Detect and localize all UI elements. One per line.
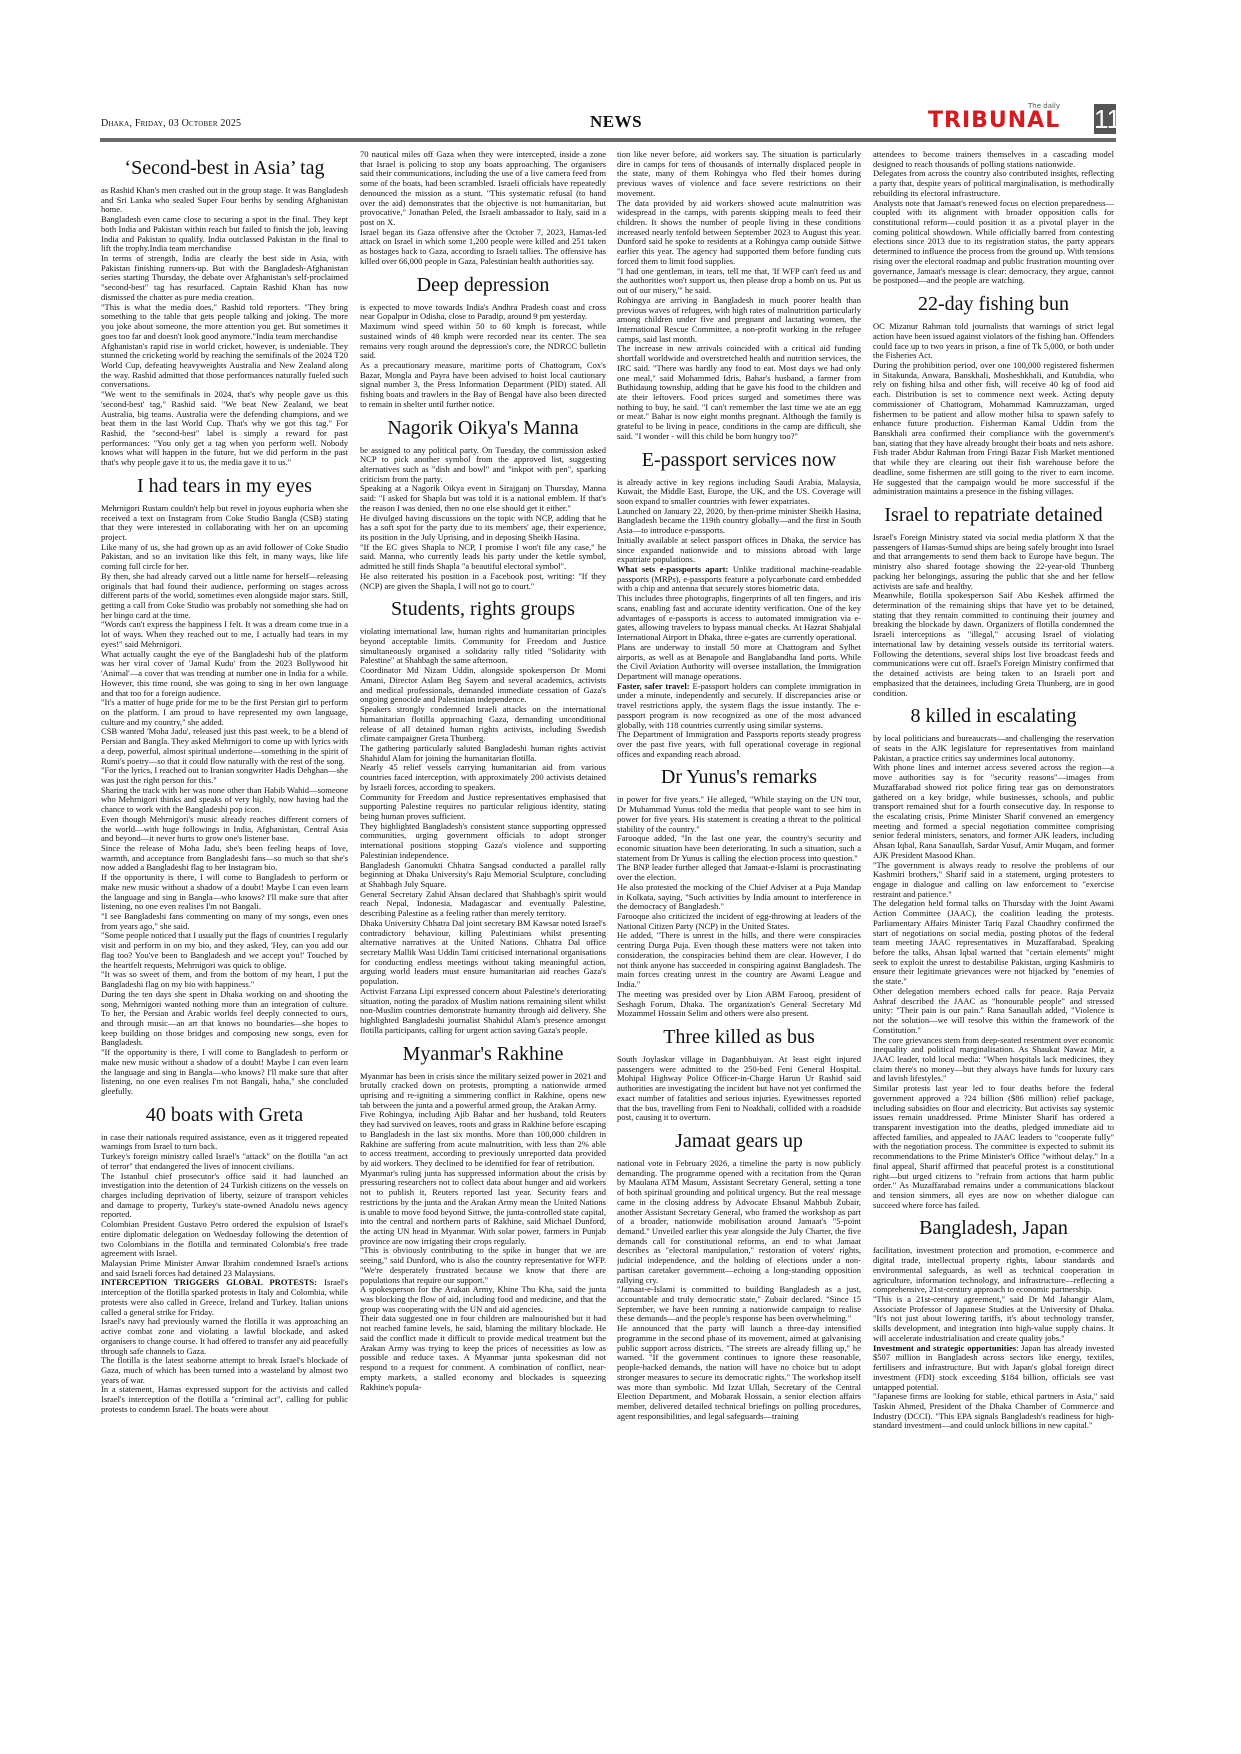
paragraph-lead-in: What sets e-passports apart: [617, 564, 729, 575]
paragraph-lead-in: Investment and strategic opportunities [873, 1342, 1017, 1353]
paragraph-lead-in: Faster, safer travel: [617, 680, 690, 691]
article-paragraph: South Joylaskar village in Daganbhuiyan. At least eight injured passengers were admitted to the 250-bed Feni General Hospital. Mohipal Highway Police Officer-in-Charge Harun Ur Rashid said authorities are investigating the incident but have not yet confirmed the exact number of fatalities and serious injuries. Eyewitnesses reported that the bus, travelling from Feni to Noakhali, collided with a roadside post, causing it to overturn. [617, 1053, 861, 1123]
article-paragraph: Their data suggested one in four children are malnourished but it had not reached famine levels, he said, blaming the military blockade. He said the conflict made it difficult to provide medical treatment but the Arakan Army was trying to keep the prices of necessities as low as possible and reduce taxes. A Myanmar junta spokesman did not respond to a request for comment. A combination of conflict, near-empty markets, a stalled economy and blockades is squeezing Rakhine's popula- [360, 1313, 606, 1392]
article-headline: Deep depression [416, 273, 550, 296]
article-paragraph: by local politicians and bureaucrats—and challenging the reservation of seats in the AJK legislature for representatives from mainland Pakistan, a practice critics say undermines local autonomy. [873, 733, 1114, 763]
article-paragraph: be assigned to any political party. On Tuesday, the commission asked NCP to pick another symbol from the approved list, suggesting alternatives such as "dish and bowl" and "inkpot with pen", sparking criticism from the party. [360, 444, 606, 484]
section-title: NEWS [590, 112, 643, 131]
article-paragraph: "I had one gentleman, in tears, tell me that, 'If WFP can't feed us and the authorities won't support us, then please drop a bomb on us. Put us out of our misery,'" he said. [617, 265, 861, 296]
column-4 [873, 150, 1114, 1655]
article-paragraph: "For the lyrics, I reached out to Iranian songwriter Hadis Dehghan—she was just the right person for this." [101, 765, 348, 785]
article-paragraph: Bangladesh even came close to securing a spot in the final. They kept both India and Pakistan within reach but failed to finish the job, leaving India and Pakistan to qualify. India outclassed Pakistan in the final to lift the trophy.India team merchandise [101, 214, 348, 254]
article-paragraph: Mehrnigori Rustam couldn't help but revel in joyous euphoria when she received a text on Instagram from Coke Studio Bangla (CSB) stating that they were interested in collaborating with her on an upcoming project. [101, 502, 348, 542]
article-paragraph: "This is obviously contributing to the spike in hunger that we are seeing," said Dunford, who is also the country representative for WFP. "We're desperately frustrated because we know that there are populations that require our support." [360, 1245, 606, 1285]
article-paragraph: Farooque also criticized the incident of egg-throwing at leaders of the National Citizen Party (NCP) in the United States. [617, 911, 861, 931]
article-paragraph: CSB wanted 'Moha Jadu', released just this past week, to be a blend of Persian and Bangla. They asked Mehrnigori to come up with lyrics with a deep, powerful, almost spiritual undertone—something in the spirit of Rumi's poetry—so that it could flow naturally with the rest of the song. [101, 726, 348, 766]
article-paragraph [101, 1278, 348, 1317]
article-paragraph: General Secretary Zahid Ahsan declared that Shahbagh's spirit would reach Nepal, Indonesia, Madagascar and eventually Palestine, describing Palestine as a feeling rather than merely territory. [360, 888, 606, 919]
paragraph-lead-in: INTERCEPTION TRIGGERS GLOBAL PROTESTS: [101, 1277, 317, 1288]
article-paragraph: Coordinator Md Nizam Uddin, alongside spokesperson Dr Momi Amani, Director Aslam Beg Sayem and several academics, activists and medical professionals, demanded immediate cessation of Gaza's ongoing genocide and Palestinian independence. [360, 665, 606, 705]
article-paragraph: He also protested the mocking of the Chief Adviser at a Puja Mandap in Kolkata, saying, "Such activities by India amount to interference in the democracy of Bangladesh." [617, 881, 861, 912]
article-paragraph: Israel began its Gaza offensive after the October 7, 2023, Hamas-led attack on Israel in which some 1,200 people were killed and 251 taken as hostages back to Gaza, according to Israeli tallies. The offensive has killed over 66,000 people in Gaza, Palestinian health authorities say. [360, 226, 606, 266]
article-paragraph: is expected to move towards India's Andhra Pradesh coast and cross near Gopalpur in Odisha, close to Paradip, around 9 pm yesterday. [360, 301, 606, 322]
article-paragraph: A spokesperson for the Arakan Army, Khine Thu Kha, said the junta was blocking the flow of aid, including food and medicine, and that the group was cooperating with the UN and aid agencies. [360, 1284, 606, 1314]
article-paragraph: is already active in key regions including Saudi Arabia, Malaysia, Kuwait, the Middle East, Europe, the UK, and the US. Coverage will soon expand to smaller countries with fewer expatriates. [617, 476, 861, 506]
paragraph-text: Unlike traditional machine-readable passports (MRPs), e-passports feature a polycarbonate card embedded with a chip and antenna that securely stores biometric data. [617, 564, 861, 594]
article-paragraph: Maximum wind speed within 50 to 60 kmph is forecast, while sustained winds of 48 kmph were recorded near its center. The sea remains very rough around the depression's core, the NDRCC bulletin said. [360, 321, 606, 361]
article-paragraph: Fish trader Abdur Rahman from Fringi Bazar Fish Market mentioned that while they are clearing out their fish warehouse before the deadline, some fishermen are still going to the river to earn income. He suggested that the campaign would be more successful if the administration maintains a presence in the fishing villages. [873, 447, 1114, 497]
paragraph-text: Israel's interception of the flotilla sparked protests in Italy and Colombia, while protests were also called in Greece, Ireland and Turkey. Italian unions called a general strike for Friday. [101, 1277, 348, 1317]
article-paragraph: The BNP leader further alleged that Jamaat-e-Islami is procrastinating over the election. [617, 862, 861, 883]
article-paragraph: facilitation, investment protection and promotion, e-commerce and digital trade, intellectual property rights, labour standards and environmental safeguards, as well as technical cooperation in agriculture, information technology, and infrastructure—reflecting a comprehensive, 21st-century approach to economic partnership. [873, 1245, 1114, 1295]
article-paragraph: Like many of us, she had grown up as an avid follower of Coke Studio Pakistan, and so an invitation like this felt, in many ways, like life coming full circle for her. [101, 541, 348, 572]
article-paragraph: Even though Mehrnigori's music already reaches different corners of the world—with huge followings in India, Afghanistan, Central Asia and beyond—it never hurts to grow one's listener base. [101, 813, 348, 844]
article-headline: Myanmar's Rakhine [402, 1042, 564, 1065]
article-paragraph: Community for Freedom and Justice representatives emphasised that supporting Palestine requires no particular religious identity, stating being human proves sufficient. [360, 791, 606, 821]
column-3 [617, 150, 861, 1655]
article-paragraph: The increase in new arrivals coincided with a critical aid funding shortfall worldwide and overstretched health and nutrition services, the IRC said. "There was hardly any food to eat. Most days we had only one meal," said Mohammed Idris, Bahar's husband, a farmer from Buthidaung township, adding that he gave his food to the children and ate their leftovers. Food prices surged and sometimes there was nothing to buy, he said. "I can't remember the last time we ate an egg or meat." Bahar is now eight months pregnant. Although the family is grateful to be living in peace, conditions in the camp are difficult, she said. "I wonder - will this child be born hungry too?" [617, 343, 861, 441]
article-paragraph: OC Mizanur Rahman told journalists that warnings of strict legal action have been issued against violators of the fishing ban. Offenders could face up to two years in prison, a fine of Tk 5,000, or both under the Fisheries Act. [873, 321, 1114, 361]
article-headline: Three killed as bus [663, 1025, 815, 1048]
article-headline: Bangladesh, Japan [919, 1217, 1068, 1240]
article-paragraph: Dhaka University Chhatra Dal joint secretary BM Kawsar noted Israel's contradictory behaviour, killing Palestinians whilst presenting alternative narratives at the United Nations. Chhatra Dal office secretary Mallik Wasi Uddin Tami criticised international organisations for conducting endless meetings without taking meaningful action, arguing world leaders must ensure humanitarian aid reaches Gaza's population. [360, 917, 606, 987]
article-paragraph: Myanmar's ruling junta has suppressed information about the crisis by pressuring researchers not to collect data about hunger and aid workers not to publish it, Reuters reported last year. Security fears and restrictions by the junta and the Arakan Army mean the United Nations is unable to move food beyond Sittwe, the junta-controlled state capital, into the central and northern parts of Rakhine, said Michael Dunford, the acting UN head in Myanmar. With solar power, farmers in Punjab province are now irrigating their crops regularly. [360, 1167, 606, 1246]
article-paragraph: national vote in February 2026, a timeline the party is now publicly demanding. The programme opened with a recitation from the Quran by Maulana ATM Masum, Assistant Secretary General, setting a tone of both spiritual grounding and political urgency. But the real message came in the closing address by Advocate Ehsanul Mahbub Zubair, another Assistant Secretary General, who framed the workshop as part of a broader, nationwide mobilisation around Jamaat's "5-point demand." Unveiled earlier this year alongside the July Charter, the five demands call for constitutional reforms, an end to what Jamaat describes as "electoral manipulation," restoration of voters' rights, judicial independence, and the holding of elections under a non-partisan caretaker government—echoing a long-standing opposition rallying cry. [617, 1157, 861, 1285]
article-paragraph [617, 565, 861, 594]
article-paragraph: "If the EC gives Shapla to NCP, I promise I won't file any case," he said. Manna, who currently leads his party under the kettle symbol, admitted he still finds Shapla "a beautiful electoral symbol". [360, 541, 606, 572]
article-paragraph: What actually caught the eye of the Bangladeshi hub of the platform was her viral cover of 'Jamal Kudu' from the 2023 Bollywood hit 'Animal'—a cover that was trending at number one in India for a while. However, this time round, she was going to sing in her own language and that too for a foreign audience. [101, 648, 348, 698]
article-paragraph: Since the release of Moha Jadu, she's been feeling heaps of love, warmth, and acceptance from Bangladeshi fans—so much so that she's now added a Bangladeshi flag to her Instagram bio. [101, 843, 348, 873]
article-paragraph: This includes three photographs, fingerprints of all ten fingers, and iris scans, enabling fast and accurate identity verification. One of the key advantages of e-passports is access to automated immigration via e-gates, allowing travelers to bypass manual checks. At Hazrat Shahjalal International Airport in Dhaka, three e-gates are currently operational. [617, 593, 861, 643]
article-headline: Jamaat gears up [675, 1129, 803, 1152]
article-paragraph: Delegates from across the country also contributed insights, reflecting a party that, despite years of political marginalisation, is methodically rebuilding its electoral infrastructure. [873, 168, 1114, 198]
header-rule [100, 138, 1116, 142]
article-headline: 22-day fishing bun [917, 293, 1070, 316]
article-paragraph: "We went to the semifinals in 2024, that's why people gave us this 'second-best' tag," Rashid said. "We beat New Zealand, we beat Australia, big teams. Australia were the defending champions, and we beat them in the last World Cup. That's why we got this tag." For Rashid, the "second-best" label is simply a reward for past performances: "You only get a tag when you perform well. Nobody knows what will happen in the future, but we did perform in the past that's why people gave it to us, the media gave it to us." [101, 389, 348, 468]
article-paragraph: "Jamaat-e-Islami is committed to building Bangladesh as a just, accountable and truly democratic state," Zubair declared. "Since 15 September, we have been running a nationwide campaign to realise these demands—and the people's response has been overwhelming." [617, 1284, 861, 1324]
article-headline: Nagorik Oikya's Manna [387, 416, 579, 439]
article-paragraph: tion like never before, aid workers say. The situation is particularly dire in camps for tens of thousands of internally displaced people in the state, many of them Rohingya who fled their homes during previous waves of violence and face severe restrictions on their movement. [617, 150, 861, 198]
article-paragraph: "It's a matter of huge pride for me to be the first Persian girl to perform on the platform. I am proud to have represented my own language, culture and my country," she added. [101, 697, 348, 727]
article-paragraph: Other delegation members echoed calls for peace. Raja Pervaiz Ashraf described the JAAC as "honourable people" and stressed unity: "Their pain is our pain." Rana Sanaullah added, "Violence is not the solution—we will resolve this within the framework of the Constitution." [873, 985, 1114, 1035]
article-paragraph: Analysts note that Jamaat's renewed focus on election preparedness—coupled with its alignment with broader opposition calls for constitutional reform—could position it as a pivotal player in the coming political showdown. While officially barred from contesting elections since 2013 due to its registration status, the party appears determined to influence the process from the ground up. With tensions rising over the electoral roadmap and public frustration mounting over governance, Jamaat's message is clear: democracy, they argue, cannot be postponed—and the people are watching. [873, 197, 1114, 286]
article-headline: E-passport services now [641, 448, 837, 471]
column-2 [360, 150, 606, 1655]
article-paragraph: Similar protests last year led to four deaths before the federal government approved a ?24 billion ($86 million) relief package, including subsidies on flour and electricity. But activists say systemic issues remain unaddressed. Prime Minister Sharif has ordered a transparent investigation into the deaths, pledged immediate aid to affected families, and appealed to JAAC leaders to "cooperate fully" with the negotiation process. The committee is expected to submit its recommendations to the Prime Minister's Office "without delay." In a final appeal, Sharif affirmed that peaceful protest is a constitutional right—but urged citizens to "refrain from actions that harm public order." As Muzaffarabad remains under a communications blackout and tension simmers, all eyes are now on whether dialogue can succeed where force has failed. [873, 1083, 1114, 1210]
article-paragraph: He divulged having discussions on the topic with NCP, adding that he has a soft spot for the party due to its members' age, their experience, its position in the July Uprising, and in deposing Sheikh Hasina. [360, 512, 606, 542]
paragraph-text: : Japan has already invested $507 million in Bangladesh across sectors like energy, textiles, fertilisers and infrastructure. But with Japan's global foreign direct investment (FDI) stock exceeding $184 billion, officials see vast untapped potential. [873, 1342, 1114, 1392]
article-paragraph: Afghanistan's rapid rise in world cricket, however, is undeniable. They stunned the cricketing world by reaching the semifinals of the 2024 T20 World Cup, defeating heavyweights Australia and New Zealand along the way. Rashid admitted that those performances naturally fueled such conversations. [101, 340, 348, 390]
article-paragraph: The data provided by aid workers showed acute malnutrition was widespread in the camps, with parents skipping meals to feed their children. It shows the number of people living in these conditions increased nearly tenfold between September 2023 to August this year. Dunford said he spoke to residents at a Rohingya camp outside Sittwe earlier this year. The agency had supported them before funding cuts forced them to limit food supplies. [617, 197, 861, 266]
article-paragraph: "This is a 21st-century agreement," said Dr Md Jahangir Alam, Associate Professor of Japanese Studies at the University of Dhaka. "It's not just about lowering tariffs, it's about technology transfer, skills development, and integration into high-value supply chains. It will accelerate industrialisation and create quality jobs." [873, 1294, 1114, 1343]
article-paragraph: Myanmar has been in crisis since the military seized power in 2021 and brutally cracked down on protests, prompting a nationwide armed uprising and re-igniting a simmering conflict in Rakhine, opens new tab between the junta and a powerful armed group, the Arakan Army. [360, 1070, 606, 1110]
article-paragraph: Israel's Foreign Ministry stated via social media platform X that the passengers of Hamas-Sumud ships are being safely brought into Israel and that arrangements to send them back to Europe have begun. The ministry also shared footage showing the 22-year-old Thunberg packing her belongings, assuring the public that she and her fellow activists are safe and healthy. [873, 532, 1114, 591]
article-paragraph [617, 682, 861, 731]
article-paragraph: "I see Bangladeshi fans commenting on many of my songs, even ones from years ago," she said. [101, 911, 348, 931]
article-paragraph: Bangladesh Ganomukti Chhatra Sangsad conducted a parallel rally beginning at Dhaka University's Raju Memorial Sculpture, concluding at Shahbagh July Square. [360, 859, 606, 889]
page-number: 11 [1094, 104, 1121, 134]
article-paragraph: "The government is always ready to resolve the problems of our Kashmiri brothers," Sharif said in a statement, urging protesters to engage in dialogue and calling on law enforcement to "exercise restraint and patience." [873, 859, 1114, 899]
article-paragraph: "Japanese firms are looking for stable, ethical partners in Asia," said Taskin Ahmed, President of the Dhaka Chamber of Commerce and Industry (DCCI). "This EPA signals Bangladesh's readiness for high-standard investment—and could unlock billions in new capital." [873, 1391, 1114, 1431]
article-paragraph: As a precautionary measure, maritime ports of Chattogram, Cox's Bazar, Mongla and Payra have been advised to hoist local cautionary signal number 3, the Press Information Department (PID) stated. All fishing boats and trawlers in the Bay of Bengal have also been directed to remain in shelter until further notice. [360, 359, 606, 409]
article-paragraph: Plans are underway to install 50 more at Chattogram and Sylhet airports, as well as at Benapole and Banglabandha land ports. While the Civil Aviation Authority will oversee installation, the Immigration Department will manage operations. [617, 641, 861, 681]
article-paragraph: Speakers strongly condemned Israeli attacks on the international humanitarian flotilla approaching Gaza, demanding unconditional release of all detained human rights activists, including Swedish climate campaigner Greta Thunberg. [360, 704, 606, 744]
article-paragraph: The delegation held formal talks on Thursday with the Joint Awami Action Committee (JAAC), the coalition leading the protests. Parliamentary Affairs Minister Tariq Fazal Chaudhry confirmed the start of negotiations on social media, posting photos of the federal team meeting JAAC representatives in Muzaffarabad. Speaking before the talks, Ahsan Iqbal warned that "certain elements" might seek to exploit the unrest to destabilise Pakistan, urging Kashmiris to ensure their legitimate grievances were not hijacked by "enemies of the state." [873, 898, 1114, 987]
article-headline: Students, rights groups [391, 598, 575, 621]
article-headline: Dr Yunus's remarks [660, 766, 818, 789]
article-paragraph: The flotilla is the latest seaborne attempt to break Israel's blockade of Gaza, much of which has been turned into a wasteland by almost two years of war. [101, 1355, 348, 1385]
article-headline: 40 boats with Greta [145, 1103, 304, 1126]
article-paragraph: The Department of Immigration and Passports reports steady progress over the past five years, with full operational coverage in regional offices and expanding reach abroad. [617, 729, 861, 759]
article-paragraph: "This is what the media does," Rashid told reporters. "They bring something to the table that gets people talking and joking. The more you joke about someone, the more attention you get. But sometimes it goes too far and doesn't look good anymore."India team merchandise [101, 301, 348, 341]
article-paragraph: Launched on January 22, 2020, by then-prime minister Sheikh Hasina, Bangladesh became the 119th country globally—and the first in South Asia—to introduce e-passports. [617, 505, 861, 536]
article-paragraph: Meanwhile, flotilla spokesperson Saif Abu Keshek affirmed the determination of the remaining ships that have yet to be detained, stating that they remain committed to continuing their journey and breaking the blockade by dawn. Organizers of flotilla condemned the Israeli interceptions as "illegal," accusing Israel of violating international law by detaining vessels outside its territorial waters. Following the detentions, several ships lost live broadcast feeds and communications were cut off. Israel's Foreign Ministry confirmed that the detained activists are being taken to an Israeli port and emphasized that the detainees, including Greta Thunberg, are in good condition. [873, 590, 1114, 698]
article-paragraph: "If the opportunity is there, I will come to Bangladesh to perform or make new music without a shadow of a doubt! Maybe I can even learn the language and sing in Bangla—who knows? I'll make sure that after listening, no one even realises I'm not Bangali, haha," she concluded gleefully. [101, 1047, 348, 1096]
article-paragraph: attendees to become trainers themselves in a cascading model designed to reach thousands of polling stations nationwide. [873, 150, 1114, 169]
article-paragraph: "Some people noticed that I usually put the flags of countries I regularly visit and perform in on my bio, and they asked, 'Hey, can you add our flag too? You've been to Bangladesh and we accept you!' Touched by the heartfelt requests, Mehrnigori was quick to oblige. [101, 930, 348, 970]
article-paragraph: Five Rohingya, including Ajib Bahar and her husband, told Reuters they had survived on leaves, roots and grass in Rakhine before escaping to Bangladesh in the last six months. More than 100,000 children in Rakhine are suffering from acute malnutrition, with less than 2% able to access treatment, according to previously unreported data provided by aid workers. They declined to be identified for fear of retribution. [360, 1109, 606, 1168]
article-paragraph: Activist Farzana Lipi expressed concern about Palestine's deteriorating situation, noting the paradox of Muslim nations remaining silent whilst non-Muslim countries demonstrate humanity through aid delivery. She highlighted Bangladeshi journalist Shahidul Alam's presence amongst flotilla participants, calling for urgent action saving Gaza's people. [360, 985, 606, 1035]
article-paragraph: as Rashid Khan's men crashed out in the group stage. It was Bangladesh and Sri Lanka who sealed Super Four berths by sending Afghanistan home. [101, 185, 348, 215]
article-paragraph: Colombian President Gustavo Petro ordered the expulsion of Israel's entire diplomatic delegation on Wednesday following the detention of two Colombians in the flotilla and terminated Colombia's free trade agreement with Israel. [101, 1219, 348, 1259]
article-paragraph: The core grievances stem from deep-seated resentment over economic inequality and political marginalisation. As Shaukat Nawaz Mir, a JAAC leader, told local media: "When hospitals lack medicines, they claim there's no money—but they always have funds for luxury cars and lavish lifestyles." [873, 1034, 1114, 1084]
article-headline: I had tears in my eyes [137, 474, 312, 497]
dateline: Dhaka, Friday, 03 October 2025 [101, 118, 242, 129]
newspaper-logo [928, 102, 1121, 136]
article-paragraph: Farooque added, "In the last one year, the country's security and economic situation have been deteriorating. In such a situation, such a statement from Dr Yunus is calling the election process into question." [617, 833, 861, 863]
article-paragraph: Israel's navy had previously warned the flotilla it was approaching an active combat zone and violating a lawful blockade, and asked organisers to change course. It had offered to transfer any aid peacefully through safe channels to Gaza. [101, 1316, 348, 1356]
article-paragraph: The meeting was presided over by Lion ABM Farooq, president of Seshagh Forum, Dhaka. The organization's General Secretary Md Mozammel Hossain Selim and others were also present. [617, 988, 861, 1019]
article-paragraph: Rohingya are arriving in Bangladesh in much poorer health than previous waves of refugees, with high rates of malnutrition particularly among children under five and pregnant and lactating women, the International Rescue Committee, a non-profit working in the refugee camps, said last month. [617, 294, 861, 344]
article-paragraph: The Istanbul chief prosecutor's office said it had launched an investigation into the detention of 24 Turkish citizens on the vessels on charges including deprivation of liberty, seizure of transport vehicles and damage to property, Turkey's state-owned Anadolu news agency reported. [101, 1170, 348, 1220]
article-paragraph: Nearly 45 relief vessels carrying humanitarian aid from various countries faced interception, with approximately 200 activists detained by Israeli forces, according to speakers. [360, 762, 606, 792]
logo-wordmark: TRIBUNAL [928, 108, 1061, 133]
article-paragraph: Speaking at a Nagorik Oikya event in Sirajganj on Thursday, Manna said: "I asked for Shapla but was told it is a national emblem. If that's the reason I was denied, then no one else should get it either." [360, 483, 606, 513]
article-paragraph: "Words can't express the happiness I felt. It was a dream come true in a lot of ways. When they reached out to me, I actually had tears in my eyes!" said Mehrnigori. [101, 619, 348, 649]
article-paragraph: If the opportunity is there, I will come to Bangladesh to perform or make new music without a shadow of a doubt! Maybe I can even learn the language and sing in Bangla—who knows? I'll make sure that after listening, no one even realises I'm not Bangali. [101, 872, 348, 912]
article-paragraph [873, 1344, 1114, 1393]
article-paragraph: violating international law, human rights and humanitarian principles beyond acceptable limits. Community for Freedom and Justice simultaneously organised a solidarity rally titled "Solidarity with Palestine" at Shahbagh the same afternoon. [360, 626, 606, 666]
article-paragraph: Turkey's foreign ministry called Israel's "attack" on the flotilla "an act of terror" that endangered the lives of innocent civilians. [101, 1151, 348, 1171]
article-paragraph: Malaysian Prime Minister Anwar Ibrahim condemned Israel's actions and said Israeli forces had detained 23 Malaysians. [101, 1258, 348, 1278]
logo-tagline: The daily [1028, 102, 1061, 110]
column-1 [101, 150, 348, 1655]
article-paragraph: in power for five years." He alleged, "While staying on the UN tour, Dr Muhammad Yunus told the media that people want to see him in power for five years. His statement is creating a threat to the political stability of the country." [617, 794, 861, 834]
article-paragraph: During the prohibition period, over one 100,000 registered fishermen in Sitakunda, Anwara, Banskhali, Mosheshkhali, and Kutubdia, who rely on fishing hilsa and other fish, will receive 40 kg of food aid each. Distribution is set to commence next week. Acting deputy commissioner of Chattogram, Mohammad Kamruzzaman, urged fishermen to be patient and allow mother hilsa to spawn safely to enhance future production. Fisherman Kamal Uddin from the Banskhali area confirmed their compliance with the government's ban, stating that they have already brought their boats and nets ashore. [873, 359, 1114, 448]
article-paragraph: He also reiterated his position in a Facebook post, writing: "If they (NCP) are given the Shapla, I will not go to court." [360, 570, 606, 591]
article-paragraph: They highlighted Bangladesh's consistent stance supporting oppressed communities, urging government officials to adopt stronger international positions stopping Gaza's violence and supporting Palestinian independence. [360, 820, 606, 860]
article-paragraph: With phone lines and internet access severed across the region—a move authorities say is for "security reasons"—images from Muzaffarabad showed riot police firing tear gas on demonstrators gathered on a key bridge, while businesses, schools, and public transport remained shut for a fourth consecutive day. In response to the escalating crisis, Prime Minister Sharif convened an emergency meeting and formed a special negotiation committee comprising senior federal ministers, senators, and former AJK leaders, including Ahsan Iqbal, Rana Sanaullah, Sardar Yusuf, Amir Muqam, and former AJK President Masood Khan. [873, 762, 1114, 860]
article-paragraph: Sharing the track with her was none other than Habib Wahid—someone who Mehrnigori thinks and speaks of very highly, now having had the chance to work with the Bangladeshi pop icon. [101, 784, 348, 815]
article-headline: 8 killed in escalating [910, 705, 1077, 728]
article-paragraph: in case their nationals required assistance, even as it triggered repeated warnings from Israel to turn back. [101, 1131, 348, 1152]
paragraph-text: E-passport holders can complete immigration in under a minute, independently and securely. If discrepancies arise or travel restrictions apply, the system flags the issue instantly. The e-passport program is now recognized as one of the most advanced globally, with 118 countries currently using similar systems. [617, 680, 861, 730]
article-paragraph: Initially available at select passport offices in Dhaka, the service has since expanded nationwide and to missions abroad with large expatriate populations. [617, 534, 861, 565]
article-paragraph: In a statement, Hamas expressed support for the activists and called Israel's interception of the flotilla a "criminal act", calling for public protests to condemn Israel. The boats were about [101, 1384, 348, 1414]
article-paragraph: He announced that the party will launch a three-day intensified programme in the second phase of its movement, aimed at galvanising public support across districts. "The streets are already filling up," he warned. "If the government continues to ignore these reasonable, people-backed demands, the nation will have no choice but to adopt stronger measures to secure its democratic rights." The workshop itself was more than symbolic. Md Izzat Ullah, Secretary of the Central Election Department, and Mobarak Hossain, a senior election affairs member, delivered detailed technical briefings on polling procedures, agent responsibilities, and legal safeguards—training [617, 1323, 861, 1421]
article-paragraph: By then, she had already carved out a little name for herself—releasing originals that had found their audience, performing on stages across different parts of the world, sometimes even alongside major stars. Still, getting a call from Coke Studio was probably not something she had on her bingo card at the time. [101, 570, 348, 620]
article-paragraph: "It was so sweet of them, and from the bottom of my heart, I put the Bangladeshi flag on my bio with happiness." [101, 969, 348, 990]
article-paragraph: In terms of strength, India are clearly the best side in Asia, with Pakistan finishing runners-up. But with the Bangladesh-Afghanistan series starting Thursday, the debate over Afghanistan's self-proclaimed "second-best" tag has resurfaced. Captain Rashid Khan has now dismissed the chatter as pure media creation. [101, 253, 348, 302]
article-headline: ‘Second-best in Asia’ tag [124, 157, 325, 179]
article-paragraph: 70 nautical miles off Gaza when they were intercepted, inside a zone that Israel is policing to stop any boats approaching. The organisers said their communications, including the use of a live camera feed from some of the boats, had been scrambled. Israeli officials have repeatedly denounced the mission as a stunt. "This systematic refusal (to hand over the aid) demonstrates that the objective is not humanitarian, but provocative," Jonathan Peled, the Israeli ambassador to Italy, said in a post on X. [360, 150, 606, 228]
article-headline: Israel to repatriate detained [884, 504, 1103, 526]
article-paragraph: During the ten days she spent in Dhaka working on and shooting the song, Mehrnigori wanted nothing more than an integration of culture. To her, the Persian and Arabic worlds feel deeply connected to ours, and through music—an art that knows no boundaries—she hopes to keep building on those bridges and composing new songs, even for Bangladesh. [101, 988, 348, 1048]
article-paragraph: The gathering particularly saluted Bangladeshi human rights activist Shahidul Alam for joining the humanitarian flotilla. [360, 742, 606, 763]
article-paragraph: He added, "There is unrest in the hills, and there were conspiracies centring Durga Puja. Even though these matters were not taken into consideration, the conspiracies behind them are clear. However, I do not think anyone has succeeded in conspiring against Bangladesh. The main forces creating unrest in the country are Awami League and India." [617, 930, 861, 990]
